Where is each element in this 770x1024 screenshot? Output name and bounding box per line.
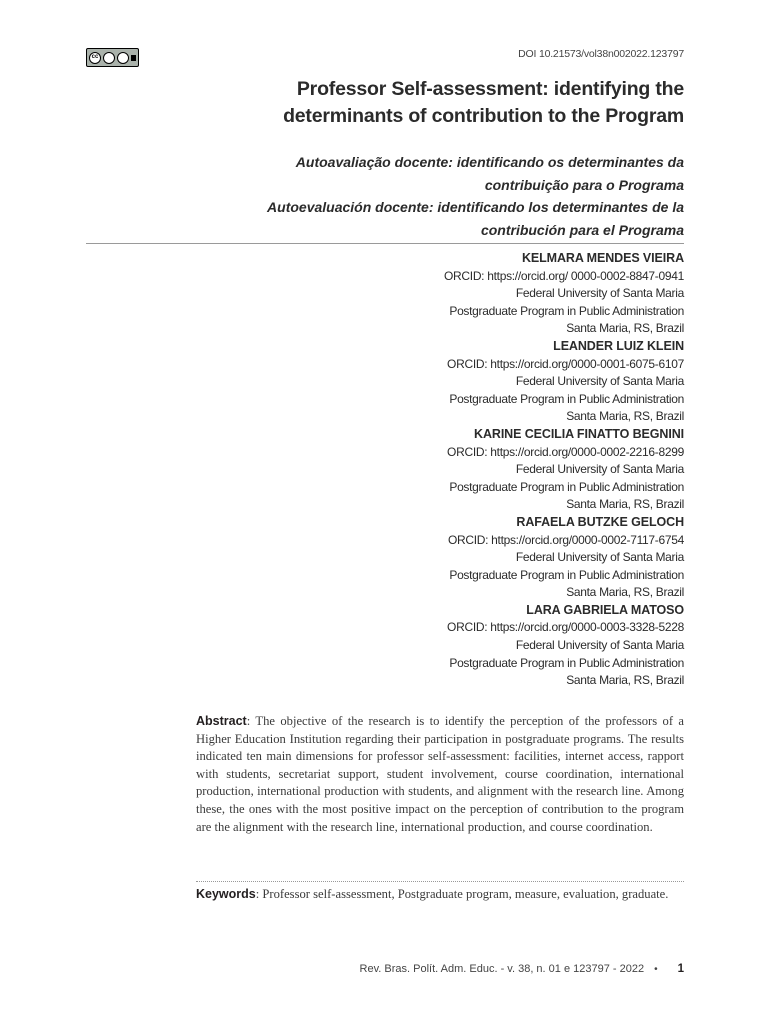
- author-orcid[interactable]: ORCID: https://orcid.org/0000-0003-3328-5228: [447, 620, 684, 635]
- author-name: KARINE CECILIA FINATTO BEGNINI: [474, 426, 684, 441]
- author-location: Santa Maria, RS, Brazil: [566, 673, 684, 688]
- author-orcid[interactable]: ORCID: https://orcid.org/0000-0001-6075-6107: [447, 356, 684, 371]
- author-block: [284, 602, 684, 690]
- footer-bullet: •: [654, 963, 658, 975]
- abstract-paragraph: [196, 713, 684, 836]
- author-program: Postgraduate Program in Public Administration: [449, 391, 684, 406]
- noncommercial-icon: [117, 52, 129, 64]
- creative-commons-license-badge: [86, 48, 139, 67]
- spanish-title: Autoevaluación docente: identificando los determinantes de la contribución para el Programa: [267, 199, 684, 238]
- author-university: Federal University of Santa Maria: [515, 374, 684, 389]
- creative-commons-icon: cc: [89, 52, 101, 64]
- author-orcid[interactable]: ORCID: https://orcid.org/0000-0002-7117-6754: [447, 532, 684, 547]
- keywords-text: : Professor self-assessment, Postgraduate program, measure, evaluation, graduate.: [255, 887, 669, 901]
- author-name: KELMARA MENDES VIEIRA: [521, 251, 684, 265]
- author-location: Santa Maria, RS, Brazil: [566, 321, 684, 336]
- author-orcid[interactable]: ORCID: https://orcid.org/ 0000-0002-8847-0941: [444, 268, 684, 283]
- author-program: Postgraduate Program in Public Administration: [449, 303, 684, 318]
- author-list: [284, 250, 684, 690]
- author-location: Santa Maria, RS, Brazil: [566, 497, 684, 512]
- author-program: Postgraduate Program in Public Administration: [449, 567, 684, 582]
- keywords-divider: [196, 881, 684, 882]
- portuguese-title: Autoavaliação docente: identificando os determinantes da contribuição para o Programa: [295, 154, 684, 193]
- author-location: Santa Maria, RS, Brazil: [566, 409, 684, 424]
- author-name: LARA GABRIELA MATOSO: [526, 602, 684, 617]
- keywords-paragraph: [196, 886, 684, 904]
- author-university: Federal University of Santa Maria: [515, 286, 684, 301]
- doi-text: DOI 10.21573/vol38n002022.123797: [518, 48, 684, 60]
- abstract-label: Abstract: [196, 714, 247, 728]
- author-block: [284, 338, 684, 426]
- author-program: Postgraduate Program in Public Administration: [449, 479, 684, 494]
- author-university: Federal University of Santa Maria: [515, 550, 684, 565]
- author-name: LEANDER LUIZ KLEIN: [553, 338, 684, 353]
- page-number: 1: [677, 963, 684, 975]
- author-university: Federal University of Santa Maria: [515, 638, 684, 653]
- journal-citation: Rev. Bras. Polít. Adm. Educ. - v. 38, n. 01 e 123797 - 2022: [359, 963, 645, 975]
- author-block: [284, 514, 684, 602]
- alternate-titles: [264, 151, 684, 241]
- license-bar: [131, 55, 136, 61]
- page-footer: [360, 963, 684, 975]
- article-title: Professor Self-assessment: identifying the determinants of contribution to the Program: [283, 78, 684, 127]
- author-location: Santa Maria, RS, Brazil: [566, 585, 684, 600]
- abstract-text: : The objective of the research is to identify the perception of the professors of a Higher Education Institution regarding their participation in postgraduate programs. The results indicated ten main dimensions for professor self-assessment: facilities, internet access, rapport with students, secretariat support, student involvement, course coordination, international production, international production with students, and alignment with the research line. Among these, the ones with the most positive impact on the perception of contribution to the program are the alignment with the research line, international production, and course coordination.: [196, 714, 684, 834]
- attribution-icon: [103, 52, 115, 64]
- header-divider: [86, 243, 684, 244]
- author-university: Federal University of Santa Maria: [515, 462, 684, 477]
- author-name: RAFAELA BUTZKE GELOCH: [516, 514, 684, 529]
- author-block: [284, 426, 684, 514]
- keywords-label: Keywords: [196, 887, 256, 901]
- author-orcid[interactable]: ORCID: https://orcid.org/0000-0002-2216-8299: [447, 444, 684, 459]
- author-block: [284, 250, 684, 338]
- author-program: Postgraduate Program in Public Administration: [449, 655, 684, 670]
